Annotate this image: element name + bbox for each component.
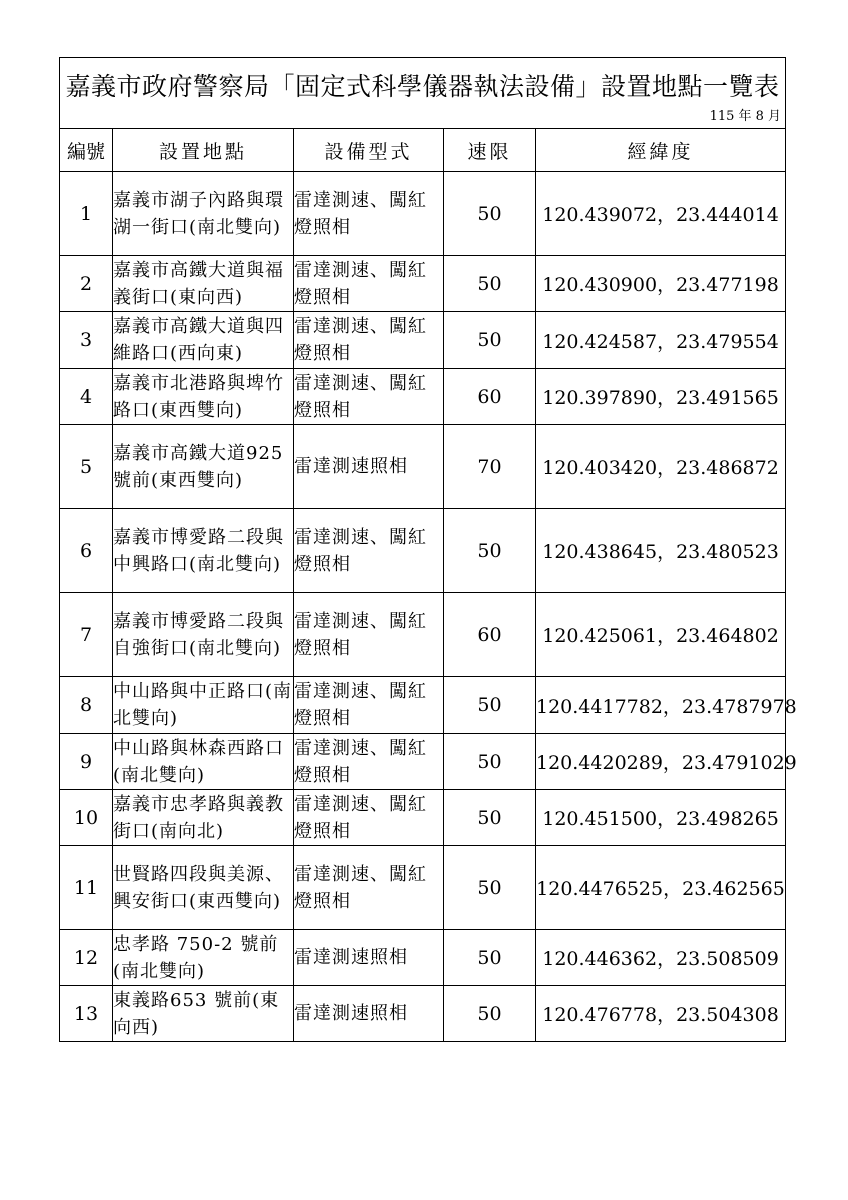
- header-coords: 經緯度: [536, 129, 786, 172]
- row-no: 8: [60, 677, 113, 734]
- row-speed: 70: [444, 425, 536, 509]
- row-equipment: 雷達測速、闖紅燈照相: [294, 172, 444, 256]
- row-location: 嘉義市北港路與埤竹路口(東西雙向): [113, 369, 294, 425]
- row-speed: 50: [444, 312, 536, 369]
- row-equipment: 雷達測速、闖紅燈照相: [294, 734, 444, 790]
- row-coords: 120.439072，23.444014: [536, 172, 786, 256]
- row-no: 4: [60, 369, 113, 425]
- table-row: [60, 846, 786, 930]
- row-coords: 120.451500，23.498265: [536, 790, 786, 846]
- row-location: 中山路與林森西路口(南北雙向): [113, 734, 294, 790]
- table-row: [60, 677, 786, 734]
- row-location: 忠孝路 750-2 號前(南北雙向): [113, 930, 294, 986]
- row-no: 10: [60, 790, 113, 846]
- table-row: [60, 986, 786, 1042]
- header-no: 編號: [60, 129, 113, 172]
- row-location: 嘉義市高鐵大道與福義街口(東向西): [113, 256, 294, 312]
- equipment-location-table: [59, 57, 797, 1042]
- table-row: [60, 425, 786, 509]
- row-coords: 120.4420289，23.4791029: [536, 734, 786, 790]
- row-equipment: 雷達測速、闖紅燈照相: [294, 509, 444, 593]
- row-no: 7: [60, 593, 113, 677]
- table-row: [60, 734, 786, 790]
- row-no: 13: [60, 986, 113, 1042]
- row-location: 嘉義市湖子內路與環湖一街口(南北雙向): [113, 172, 294, 256]
- document-date: 115 年 8 月: [709, 109, 782, 124]
- row-location: 嘉義市高鐵大道925 號前(東西雙向): [113, 425, 294, 509]
- row-speed: 50: [444, 734, 536, 790]
- row-no: 11: [60, 846, 113, 930]
- row-equipment: 雷達測速、闖紅燈照相: [294, 369, 444, 425]
- row-coords: 120.424587，23.479554: [536, 312, 786, 369]
- row-coords: 120.476778，23.504308: [536, 986, 786, 1042]
- row-speed: 60: [444, 369, 536, 425]
- document-title: 嘉義市政府警察局「固定式科學儀器執法設備」設置地點一覽表: [65, 72, 780, 101]
- row-speed: 50: [444, 256, 536, 312]
- row-coords: 120.446362，23.508509: [536, 930, 786, 986]
- row-equipment: 雷達測速、闖紅燈照相: [294, 312, 444, 369]
- row-coords: 120.4417782，23.4787978: [536, 677, 786, 734]
- row-equipment: 雷達測速、闖紅燈照相: [294, 256, 444, 312]
- row-coords: 120.403420，23.486872: [536, 425, 786, 509]
- row-no: 12: [60, 930, 113, 986]
- row-equipment: 雷達測速照相: [294, 425, 444, 509]
- row-coords: 120.425061，23.464802: [536, 593, 786, 677]
- row-coords: 120.4476525，23.462565: [536, 846, 786, 930]
- row-equipment: 雷達測速照相: [294, 986, 444, 1042]
- table-row: [60, 593, 786, 677]
- row-no: 2: [60, 256, 113, 312]
- row-no: 6: [60, 509, 113, 593]
- row-location: 嘉義市高鐵大道與四維路口(西向東): [113, 312, 294, 369]
- row-location: 東義路653 號前(東向西): [113, 986, 294, 1042]
- row-no: 5: [60, 425, 113, 509]
- row-equipment: 雷達測速、闖紅燈照相: [294, 790, 444, 846]
- document-sheet: [59, 57, 797, 1042]
- row-speed: 50: [444, 172, 536, 256]
- header-speed: 速限: [444, 129, 536, 172]
- row-coords: 120.438645，23.480523: [536, 509, 786, 593]
- row-speed: 50: [444, 930, 536, 986]
- row-speed: 50: [444, 846, 536, 930]
- row-equipment: 雷達測速照相: [294, 930, 444, 986]
- table-row: [60, 790, 786, 846]
- row-location: 中山路與中正路口(南北雙向): [113, 677, 294, 734]
- table-row: [60, 369, 786, 425]
- row-location: 嘉義市忠孝路與義教街口(南向北): [113, 790, 294, 846]
- row-speed: 50: [444, 790, 536, 846]
- row-coords: 120.397890，23.491565: [536, 369, 786, 425]
- row-coords: 120.430900，23.477198: [536, 256, 786, 312]
- row-equipment: 雷達測速、闖紅燈照相: [294, 677, 444, 734]
- table-row: [60, 509, 786, 593]
- header-location: 設置地點: [113, 129, 294, 172]
- row-speed: 60: [444, 593, 536, 677]
- row-speed: 50: [444, 986, 536, 1042]
- header-equipment: 設備型式: [294, 129, 444, 172]
- row-no: 3: [60, 312, 113, 369]
- header-row: [60, 129, 786, 172]
- row-no: 1: [60, 172, 113, 256]
- table-row: [60, 930, 786, 986]
- row-location: 嘉義市博愛路二段與自強街口(南北雙向): [113, 593, 294, 677]
- table-row: [60, 256, 786, 312]
- row-equipment: 雷達測速、闖紅燈照相: [294, 593, 444, 677]
- row-speed: 50: [444, 509, 536, 593]
- table-row: [60, 312, 786, 369]
- row-location: 嘉義市博愛路二段與中興路口(南北雙向): [113, 509, 294, 593]
- row-location: 世賢路四段與美源、興安街口(東西雙向): [113, 846, 294, 930]
- title-row: [60, 58, 786, 129]
- table-row: [60, 172, 786, 256]
- row-speed: 50: [444, 677, 536, 734]
- row-equipment: 雷達測速、闖紅燈照相: [294, 846, 444, 930]
- row-no: 9: [60, 734, 113, 790]
